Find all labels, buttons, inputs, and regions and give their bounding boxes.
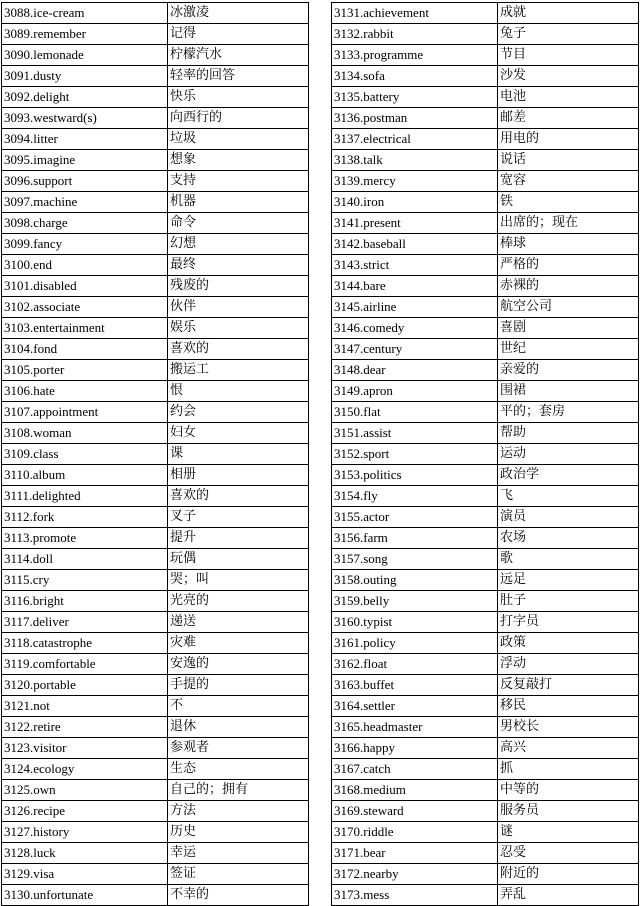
table-row xyxy=(2,297,309,318)
english-word-cell: 3106.hate xyxy=(2,381,168,402)
english-word-cell: 3099.fancy xyxy=(2,234,168,255)
chinese-meaning-cell: 谜 xyxy=(498,822,639,843)
english-word-cell: 3154.fly xyxy=(332,486,498,507)
english-word-cell: 3150.flat xyxy=(332,402,498,423)
chinese-meaning-cell: 安逸的 xyxy=(168,654,309,675)
chinese-meaning-cell: 飞 xyxy=(498,486,639,507)
english-word-cell: 3161.policy xyxy=(332,633,498,654)
table-row xyxy=(332,612,639,633)
chinese-meaning-cell: 电池 xyxy=(498,87,639,108)
table-row xyxy=(2,150,309,171)
table-row xyxy=(2,507,309,528)
table-row xyxy=(332,696,639,717)
chinese-meaning-cell: 赤裸的 xyxy=(498,276,639,297)
english-word-cell: 3142.baseball xyxy=(332,234,498,255)
table-row xyxy=(2,3,309,24)
table-row xyxy=(2,675,309,696)
chinese-meaning-cell: 自己的；拥有 xyxy=(168,780,309,801)
table-row xyxy=(332,822,639,843)
chinese-meaning-cell: 运动 xyxy=(498,444,639,465)
english-word-cell: 3165.headmaster xyxy=(332,717,498,738)
table-row xyxy=(2,528,309,549)
english-word-cell: 3122.retire xyxy=(2,717,168,738)
table-row xyxy=(2,255,309,276)
chinese-meaning-cell: 说话 xyxy=(498,150,639,171)
chinese-meaning-cell: 亲爱的 xyxy=(498,360,639,381)
table-row xyxy=(2,129,309,150)
english-word-cell: 3145.airline xyxy=(332,297,498,318)
english-word-cell: 3166.happy xyxy=(332,738,498,759)
english-word-cell: 3115.cry xyxy=(2,570,168,591)
english-word-cell: 3088.ice-cream xyxy=(2,3,168,24)
chinese-meaning-cell: 喜欢的 xyxy=(168,339,309,360)
chinese-meaning-cell: 棒球 xyxy=(498,234,639,255)
table-row xyxy=(2,654,309,675)
english-word-cell: 3157.song xyxy=(332,549,498,570)
english-word-cell: 3113.promote xyxy=(2,528,168,549)
english-word-cell: 3109.class xyxy=(2,444,168,465)
table-row xyxy=(332,24,639,45)
chinese-meaning-cell: 相册 xyxy=(168,465,309,486)
english-word-cell: 3152.sport xyxy=(332,444,498,465)
table-row xyxy=(2,570,309,591)
english-word-cell: 3124.ecology xyxy=(2,759,168,780)
english-word-cell: 3104.fond xyxy=(2,339,168,360)
english-word-cell: 3121.not xyxy=(2,696,168,717)
table-row xyxy=(2,318,309,339)
english-word-cell: 3153.politics xyxy=(332,465,498,486)
chinese-meaning-cell: 政策 xyxy=(498,633,639,654)
table-row xyxy=(332,528,639,549)
english-word-cell: 3140.iron xyxy=(332,192,498,213)
chinese-meaning-cell: 妇女 xyxy=(168,423,309,444)
table-row xyxy=(2,108,309,129)
chinese-meaning-cell: 伙伴 xyxy=(168,297,309,318)
table-row xyxy=(2,444,309,465)
english-word-cell: 3102.associate xyxy=(2,297,168,318)
english-word-cell: 3147.century xyxy=(332,339,498,360)
table-row xyxy=(332,255,639,276)
english-word-cell: 3110.album xyxy=(2,465,168,486)
english-word-cell: 3092.delight xyxy=(2,87,168,108)
english-word-cell: 3151.assist xyxy=(332,423,498,444)
chinese-meaning-cell: 歌 xyxy=(498,549,639,570)
english-word-cell: 3141.present xyxy=(332,213,498,234)
table-row xyxy=(332,549,639,570)
english-word-cell: 3133.programme xyxy=(332,45,498,66)
chinese-meaning-cell: 轻率的回答 xyxy=(168,66,309,87)
table-row xyxy=(332,444,639,465)
table-row xyxy=(2,402,309,423)
table-row xyxy=(2,171,309,192)
english-word-cell: 3117.deliver xyxy=(2,612,168,633)
chinese-meaning-cell: 冰激凌 xyxy=(168,3,309,24)
chinese-meaning-cell: 弄乱 xyxy=(498,885,639,906)
table-row xyxy=(2,717,309,738)
chinese-meaning-cell: 幻想 xyxy=(168,234,309,255)
english-word-cell: 3116.bright xyxy=(2,591,168,612)
table-row xyxy=(332,150,639,171)
table-row xyxy=(332,318,639,339)
chinese-meaning-cell: 喜剧 xyxy=(498,318,639,339)
english-word-cell: 3101.disabled xyxy=(2,276,168,297)
table-row xyxy=(332,360,639,381)
chinese-meaning-cell: 恨 xyxy=(168,381,309,402)
chinese-meaning-cell: 打字员 xyxy=(498,612,639,633)
table-row xyxy=(332,3,639,24)
english-word-cell: 3114.doll xyxy=(2,549,168,570)
english-word-cell: 3149.apron xyxy=(332,381,498,402)
chinese-meaning-cell: 方法 xyxy=(168,801,309,822)
chinese-meaning-cell: 男校长 xyxy=(498,717,639,738)
chinese-meaning-cell: 哭；叫 xyxy=(168,570,309,591)
table-row xyxy=(332,234,639,255)
english-word-cell: 3094.litter xyxy=(2,129,168,150)
english-word-cell: 3112.fork xyxy=(2,507,168,528)
table-row xyxy=(332,885,639,906)
table-row xyxy=(332,171,639,192)
chinese-meaning-cell: 浮动 xyxy=(498,654,639,675)
chinese-meaning-cell: 垃圾 xyxy=(168,129,309,150)
table-row xyxy=(2,591,309,612)
table-row xyxy=(332,297,639,318)
table-row xyxy=(332,423,639,444)
english-word-cell: 3136.postman xyxy=(332,108,498,129)
chinese-meaning-cell: 反复敲打 xyxy=(498,675,639,696)
table-row xyxy=(2,759,309,780)
table-row xyxy=(2,423,309,444)
chinese-meaning-cell: 叉子 xyxy=(168,507,309,528)
table-row xyxy=(332,381,639,402)
table-row xyxy=(332,591,639,612)
chinese-meaning-cell: 退休 xyxy=(168,717,309,738)
table-row xyxy=(2,864,309,885)
table-row xyxy=(332,843,639,864)
chinese-meaning-cell: 历史 xyxy=(168,822,309,843)
table-row xyxy=(2,360,309,381)
chinese-meaning-cell: 农场 xyxy=(498,528,639,549)
table-row xyxy=(2,780,309,801)
chinese-meaning-cell: 高兴 xyxy=(498,738,639,759)
table-row xyxy=(332,675,639,696)
table-row xyxy=(332,570,639,591)
table-row xyxy=(2,66,309,87)
chinese-meaning-cell: 平的；套房 xyxy=(498,402,639,423)
table-row xyxy=(332,276,639,297)
english-word-cell: 3139.mercy xyxy=(332,171,498,192)
english-word-cell: 3144.bare xyxy=(332,276,498,297)
table-row xyxy=(2,213,309,234)
vocab-table-right xyxy=(331,2,639,906)
chinese-meaning-cell: 想象 xyxy=(168,150,309,171)
chinese-meaning-cell: 向西行的 xyxy=(168,108,309,129)
english-word-cell: 3108.woman xyxy=(2,423,168,444)
table-row xyxy=(332,213,639,234)
english-word-cell: 3100.end xyxy=(2,255,168,276)
english-word-cell: 3137.electrical xyxy=(332,129,498,150)
english-word-cell: 3162.float xyxy=(332,654,498,675)
chinese-meaning-cell: 命令 xyxy=(168,213,309,234)
table-row xyxy=(332,339,639,360)
chinese-meaning-cell: 严格的 xyxy=(498,255,639,276)
english-word-cell: 3138.talk xyxy=(332,150,498,171)
english-word-cell: 3111.delighted xyxy=(2,486,168,507)
english-word-cell: 3131.achievement xyxy=(332,3,498,24)
table-row xyxy=(332,633,639,654)
table-row xyxy=(2,486,309,507)
table-row xyxy=(332,66,639,87)
table-row xyxy=(2,696,309,717)
table-row xyxy=(2,465,309,486)
table-row xyxy=(332,87,639,108)
table-row xyxy=(332,129,639,150)
english-word-cell: 3171.bear xyxy=(332,843,498,864)
chinese-meaning-cell: 移民 xyxy=(498,696,639,717)
chinese-meaning-cell: 玩偶 xyxy=(168,549,309,570)
english-word-cell: 3126.recipe xyxy=(2,801,168,822)
table-row xyxy=(332,738,639,759)
chinese-meaning-cell: 灾难 xyxy=(168,633,309,654)
table-row xyxy=(2,612,309,633)
vocab-table-left xyxy=(1,2,309,906)
chinese-meaning-cell: 残废的 xyxy=(168,276,309,297)
english-word-cell: 3119.comfortable xyxy=(2,654,168,675)
chinese-meaning-cell: 课 xyxy=(168,444,309,465)
table-row xyxy=(332,486,639,507)
english-word-cell: 3148.dear xyxy=(332,360,498,381)
table-row xyxy=(2,801,309,822)
table-row xyxy=(332,402,639,423)
english-word-cell: 3103.entertainment xyxy=(2,318,168,339)
chinese-meaning-cell: 光亮的 xyxy=(168,591,309,612)
chinese-meaning-cell: 快乐 xyxy=(168,87,309,108)
english-word-cell: 3173.mess xyxy=(332,885,498,906)
chinese-meaning-cell: 签证 xyxy=(168,864,309,885)
english-word-cell: 3164.settler xyxy=(332,696,498,717)
english-word-cell: 3091.dusty xyxy=(2,66,168,87)
chinese-meaning-cell: 邮差 xyxy=(498,108,639,129)
table-row xyxy=(2,885,309,906)
table-row xyxy=(2,738,309,759)
chinese-meaning-cell: 出席的；现在 xyxy=(498,213,639,234)
table-row xyxy=(332,192,639,213)
english-word-cell: 3093.westward(s) xyxy=(2,108,168,129)
chinese-meaning-cell: 生态 xyxy=(168,759,309,780)
table-row xyxy=(2,24,309,45)
table-row xyxy=(2,87,309,108)
chinese-meaning-cell: 宽容 xyxy=(498,171,639,192)
chinese-meaning-cell: 记得 xyxy=(168,24,309,45)
english-word-cell: 3172.nearby xyxy=(332,864,498,885)
english-word-cell: 3123.visitor xyxy=(2,738,168,759)
chinese-meaning-cell: 不幸的 xyxy=(168,885,309,906)
table-row xyxy=(2,633,309,654)
chinese-meaning-cell: 肚子 xyxy=(498,591,639,612)
table-row xyxy=(332,507,639,528)
table-row xyxy=(2,549,309,570)
chinese-meaning-cell: 最终 xyxy=(168,255,309,276)
table-row xyxy=(2,234,309,255)
chinese-meaning-cell: 兔子 xyxy=(498,24,639,45)
english-word-cell: 3159.belly xyxy=(332,591,498,612)
english-word-cell: 3107.appointment xyxy=(2,402,168,423)
table-row xyxy=(2,822,309,843)
english-word-cell: 3143.strict xyxy=(332,255,498,276)
english-word-cell: 3168.medium xyxy=(332,780,498,801)
table-row xyxy=(2,843,309,864)
chinese-meaning-cell: 中等的 xyxy=(498,780,639,801)
table-row xyxy=(2,276,309,297)
english-word-cell: 3128.luck xyxy=(2,843,168,864)
english-word-cell: 3097.machine xyxy=(2,192,168,213)
english-word-cell: 3130.unfortunate xyxy=(2,885,168,906)
chinese-meaning-cell: 搬运工 xyxy=(168,360,309,381)
table-row xyxy=(332,780,639,801)
chinese-meaning-cell: 忍受 xyxy=(498,843,639,864)
english-word-cell: 3120.portable xyxy=(2,675,168,696)
chinese-meaning-cell: 围裙 xyxy=(498,381,639,402)
chinese-meaning-cell: 铁 xyxy=(498,192,639,213)
english-word-cell: 3096.support xyxy=(2,171,168,192)
english-word-cell: 3095.imagine xyxy=(2,150,168,171)
english-word-cell: 3129.visa xyxy=(2,864,168,885)
chinese-meaning-cell: 递送 xyxy=(168,612,309,633)
english-word-cell: 3089.remember xyxy=(2,24,168,45)
english-word-cell: 3132.rabbit xyxy=(332,24,498,45)
chinese-meaning-cell: 政治学 xyxy=(498,465,639,486)
english-word-cell: 3098.charge xyxy=(2,213,168,234)
english-word-cell: 3160.typist xyxy=(332,612,498,633)
chinese-meaning-cell: 航空公司 xyxy=(498,297,639,318)
english-word-cell: 3163.buffet xyxy=(332,675,498,696)
english-word-cell: 3158.outing xyxy=(332,570,498,591)
chinese-meaning-cell: 沙发 xyxy=(498,66,639,87)
chinese-meaning-cell: 附近的 xyxy=(498,864,639,885)
table-row xyxy=(332,108,639,129)
chinese-meaning-cell: 成就 xyxy=(498,3,639,24)
english-word-cell: 3134.sofa xyxy=(332,66,498,87)
chinese-meaning-cell: 手提的 xyxy=(168,675,309,696)
chinese-meaning-cell: 用电的 xyxy=(498,129,639,150)
table-row xyxy=(332,801,639,822)
chinese-meaning-cell: 抓 xyxy=(498,759,639,780)
english-word-cell: 3125.own xyxy=(2,780,168,801)
english-word-cell: 3146.comedy xyxy=(332,318,498,339)
english-word-cell: 3105.porter xyxy=(2,360,168,381)
table-row xyxy=(332,465,639,486)
english-word-cell: 3170.riddle xyxy=(332,822,498,843)
chinese-meaning-cell: 幸运 xyxy=(168,843,309,864)
chinese-meaning-cell: 不 xyxy=(168,696,309,717)
chinese-meaning-cell: 娱乐 xyxy=(168,318,309,339)
table-row xyxy=(332,864,639,885)
chinese-meaning-cell: 演员 xyxy=(498,507,639,528)
table-row xyxy=(2,192,309,213)
table-row xyxy=(2,381,309,402)
english-word-cell: 3127.history xyxy=(2,822,168,843)
chinese-meaning-cell: 远足 xyxy=(498,570,639,591)
chinese-meaning-cell: 支持 xyxy=(168,171,309,192)
chinese-meaning-cell: 提升 xyxy=(168,528,309,549)
table-row xyxy=(2,339,309,360)
chinese-meaning-cell: 世纪 xyxy=(498,339,639,360)
chinese-meaning-cell: 柠檬汽水 xyxy=(168,45,309,66)
chinese-meaning-cell: 机器 xyxy=(168,192,309,213)
chinese-meaning-cell: 参观者 xyxy=(168,738,309,759)
english-word-cell: 3155.actor xyxy=(332,507,498,528)
chinese-meaning-cell: 喜欢的 xyxy=(168,486,309,507)
chinese-meaning-cell: 服务员 xyxy=(498,801,639,822)
english-word-cell: 3135.battery xyxy=(332,87,498,108)
chinese-meaning-cell: 帮助 xyxy=(498,423,639,444)
table-row xyxy=(2,45,309,66)
chinese-meaning-cell: 节目 xyxy=(498,45,639,66)
table-row xyxy=(332,45,639,66)
chinese-meaning-cell: 约会 xyxy=(168,402,309,423)
english-word-cell: 3090.lemonade xyxy=(2,45,168,66)
table-row xyxy=(332,654,639,675)
english-word-cell: 3156.farm xyxy=(332,528,498,549)
english-word-cell: 3169.steward xyxy=(332,801,498,822)
table-row xyxy=(332,717,639,738)
english-word-cell: 3118.catastrophe xyxy=(2,633,168,654)
table-row xyxy=(332,759,639,780)
english-word-cell: 3167.catch xyxy=(332,759,498,780)
